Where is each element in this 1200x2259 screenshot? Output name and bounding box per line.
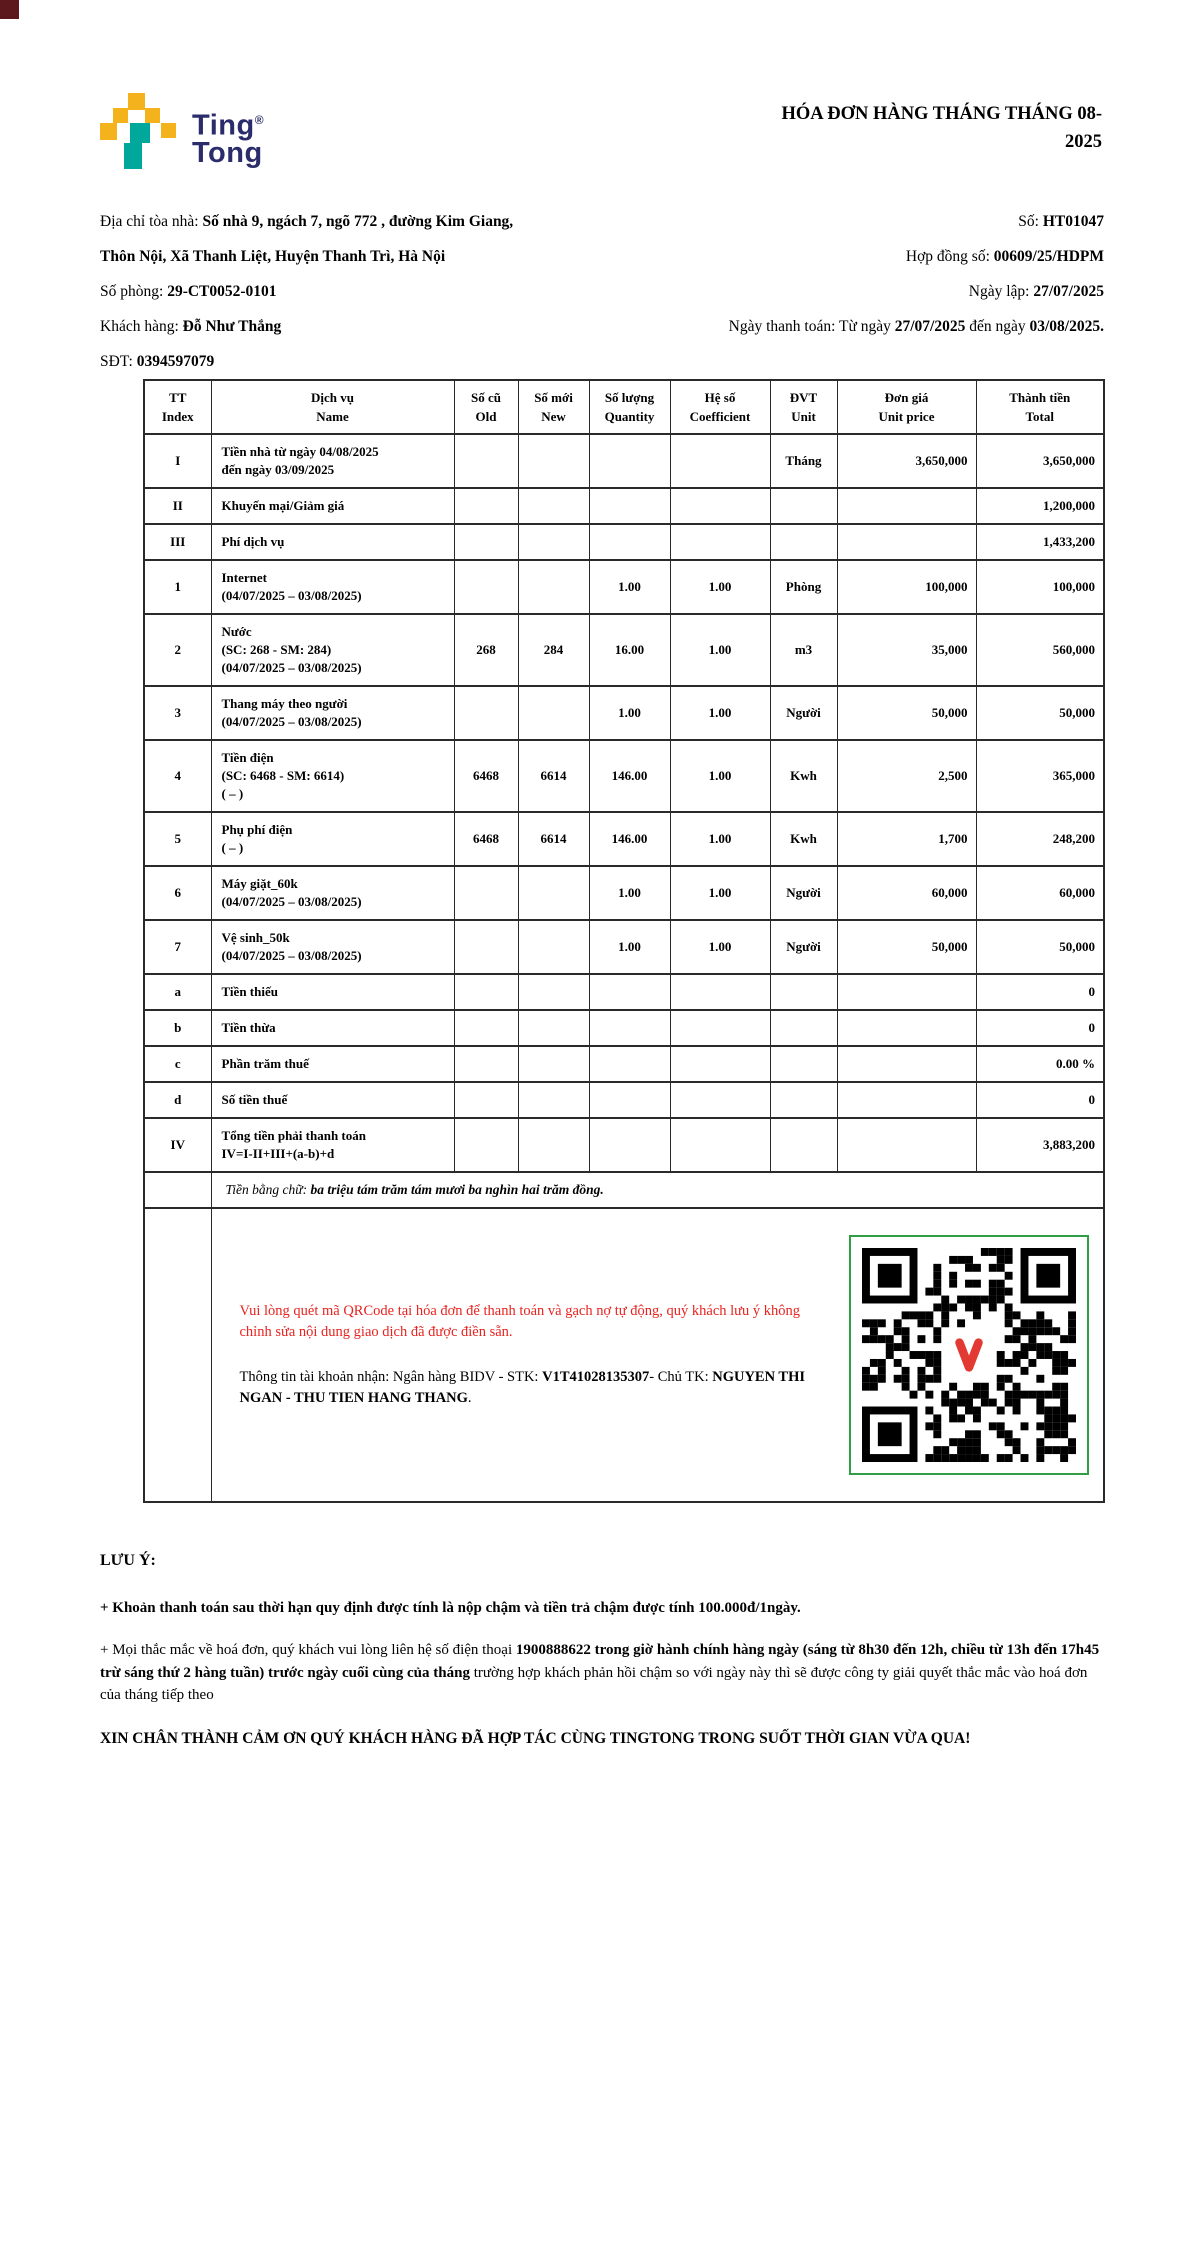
cell-price <box>837 488 976 524</box>
qr-code <box>849 1235 1089 1475</box>
cell-qty <box>589 1010 670 1046</box>
cell-old <box>454 488 518 524</box>
column-header: Số mới New <box>518 380 589 434</box>
cell-unit: Kwh <box>770 812 837 866</box>
registered-mark: ® <box>254 113 265 127</box>
cell-price: 100,000 <box>837 560 976 614</box>
cell-name: Tiền thừa <box>211 1010 454 1046</box>
table-row <box>144 812 1104 866</box>
cell-total: 60,000 <box>976 866 1104 920</box>
cell-new <box>518 488 589 524</box>
info-right <box>906 239 1104 274</box>
table-row <box>144 614 1104 686</box>
cell-tt: IV <box>144 1118 211 1172</box>
note-contact <box>100 1639 1104 1707</box>
cell-unit <box>770 1010 837 1046</box>
cell-old <box>454 974 518 1010</box>
table-row <box>144 974 1104 1010</box>
text-segment: ba triệu tám trăm tám mươi ba nghìn hai trăm đồng. <box>310 1182 604 1197</box>
cell-coef <box>670 434 770 488</box>
table-row <box>144 1118 1104 1172</box>
cell-new <box>518 560 589 614</box>
cell-total: 0 <box>976 1082 1104 1118</box>
cell-unit: Phòng <box>770 560 837 614</box>
cell-price: 50,000 <box>837 920 976 974</box>
column-header: Dịch vụ Name <box>211 380 454 434</box>
cell-price: 35,000 <box>837 614 976 686</box>
cell-old: 6468 <box>454 812 518 866</box>
cell-coef <box>670 1046 770 1082</box>
table-row <box>144 740 1104 812</box>
cell-unit: Người <box>770 866 837 920</box>
column-header: ĐVT Unit <box>770 380 837 434</box>
cell-name: Vệ sinh_50k (04/07/2025 – 03/08/2025) <box>211 920 454 974</box>
cell-coef <box>670 1118 770 1172</box>
invoice-info <box>100 204 1104 379</box>
info-left <box>100 309 281 344</box>
cell-tt: c <box>144 1046 211 1082</box>
cell-old <box>454 1046 518 1082</box>
column-header: Hệ số Coefficient <box>670 380 770 434</box>
cell-coef <box>670 488 770 524</box>
cell-qty: 146.00 <box>589 812 670 866</box>
cell-old: 268 <box>454 614 518 686</box>
cell-unit: m3 <box>770 614 837 686</box>
page-title: HÓA ĐƠN HÀNG THÁNG THÁNG 08- 2025 <box>781 104 1102 152</box>
cell-qty <box>589 1118 670 1172</box>
table-row <box>144 434 1104 488</box>
cell-price <box>837 1118 976 1172</box>
cell-total: 0 <box>976 974 1104 1010</box>
cell-price <box>837 1046 976 1082</box>
cell-tt: d <box>144 1082 211 1118</box>
text-segment: SĐT: <box>100 353 137 370</box>
text-segment: 27/07/2025 <box>1033 283 1104 300</box>
cell-new <box>518 866 589 920</box>
info-left <box>100 344 214 379</box>
table-row <box>144 866 1104 920</box>
info-right <box>729 309 1104 344</box>
cell-new: 6614 <box>518 812 589 866</box>
cell-tt: 2 <box>144 614 211 686</box>
cell-price: 2,500 <box>837 740 976 812</box>
cell-tt: 6 <box>144 866 211 920</box>
cell-price <box>837 1010 976 1046</box>
cell-total: 560,000 <box>976 614 1104 686</box>
cell-unit <box>770 974 837 1010</box>
info-right <box>1018 204 1104 239</box>
column-header: Thành tiền Total <box>976 380 1104 434</box>
cell-name: Nước (SC: 268 - SM: 284) (04/07/2025 – 03/08/2025) <box>211 614 454 686</box>
table-row <box>144 524 1104 560</box>
qr-instruction-red: Vui lòng quét mã QRCode tại hóa đơn để thanh toán và gạch nợ tự động, quý khách lưu ý không chỉnh sửa nội dung giao dịch đã được điền sẵn. <box>239 1303 801 1340</box>
text-segment: + Mọi thắc mắc về hoá đơn, quý khách vui lòng liên hệ số điện thoại <box>100 1642 516 1658</box>
cell-name: Khuyến mại/Giảm giá <box>211 488 454 524</box>
cell-name: Phí dịch vụ <box>211 524 454 560</box>
cell-coef: 1.00 <box>670 560 770 614</box>
table-row <box>144 488 1104 524</box>
info-row <box>100 239 1104 274</box>
cell-total: 365,000 <box>976 740 1104 812</box>
cell-coef <box>670 1082 770 1118</box>
cell-empty <box>144 1172 211 1208</box>
cell-unit <box>770 488 837 524</box>
cell-price: 50,000 <box>837 686 976 740</box>
info-right <box>969 274 1104 309</box>
amount-in-words <box>211 1172 1104 1208</box>
column-header: Số cũ Old <box>454 380 518 434</box>
tingtong-pixel-tree-icon <box>100 93 176 173</box>
text-segment: Hợp đồng số: <box>905 248 994 265</box>
cell-name: Máy giặt_60k (04/07/2025 – 03/08/2025) <box>211 866 454 920</box>
cell-name: Tổng tiền phải thanh toán IV=I-II+III+(a-b)+d <box>211 1118 454 1172</box>
cell-new: 6614 <box>518 740 589 812</box>
cell-total: 248,200 <box>976 812 1104 866</box>
text-segment: + Khoản thanh toán sau thời hạn quy định được tính là nộp chậm và tiền trả chậm được tính 100.000đ/1ngày. <box>100 1599 801 1616</box>
cell-name: Internet (04/07/2025 – 03/08/2025) <box>211 560 454 614</box>
cell-new <box>518 524 589 560</box>
cell-qty: 1.00 <box>589 920 670 974</box>
tingtong-logo <box>100 93 264 173</box>
cell-unit: Tháng <box>770 434 837 488</box>
table-row <box>144 1046 1104 1082</box>
text-segment: Số: <box>1018 213 1043 230</box>
cell-qty: 1.00 <box>589 866 670 920</box>
text-segment: 1900888622 trong giờ hành chính hàng ngày (sáng từ 8h30 đến 12h, chiều từ 13h đến 17h45 trừ sáng thứ 2 hàng tuần) <box>100 1642 1100 1681</box>
table-row <box>144 1010 1104 1046</box>
info-left <box>100 204 513 239</box>
cell-old: 6468 <box>454 740 518 812</box>
table-row <box>144 920 1104 974</box>
cell-old <box>454 1082 518 1118</box>
column-header: TT Index <box>144 380 211 434</box>
cell-tt: 5 <box>144 812 211 866</box>
cell-total: 50,000 <box>976 920 1104 974</box>
info-row <box>100 204 1104 239</box>
text-segment: Khách hàng: <box>100 318 183 335</box>
text-segment: - Chủ TK: <box>649 1369 713 1385</box>
cell-total: 3,883,200 <box>976 1118 1104 1172</box>
cell-name: Số tiền thuế <box>211 1082 454 1118</box>
cell-price <box>837 1082 976 1118</box>
text-segment: trước ngày cuối cùng của tháng <box>268 1664 470 1681</box>
text-segment: trường hợp khách phản hồi chậm so với ngày này thì sẽ được công ty giải quyết thắc mắc vào hoá đơn của tháng tiếp theo <box>100 1664 1088 1703</box>
cell-coef <box>670 1010 770 1046</box>
table-row <box>144 560 1104 614</box>
cell-tt: 1 <box>144 560 211 614</box>
cell-new: 284 <box>518 614 589 686</box>
cell-unit <box>770 1118 837 1172</box>
cell-qty: 146.00 <box>589 740 670 812</box>
cell-old <box>454 686 518 740</box>
text-segment: 27/07/2025 <box>894 318 966 335</box>
text-segment: Ngày lập: <box>968 283 1034 300</box>
cell-price <box>837 524 976 560</box>
cell-price: 3,650,000 <box>837 434 976 488</box>
cell-tt: 4 <box>144 740 211 812</box>
cell-qty <box>589 488 670 524</box>
cell-tt: II <box>144 488 211 524</box>
cell-coef <box>670 524 770 560</box>
cell-old <box>454 1010 518 1046</box>
text-segment: Thôn Nội, Xã Thanh Liệt, Huyện Thanh Trì, Hà Nội <box>100 248 446 265</box>
cell-price <box>837 974 976 1010</box>
cell-tt: I <box>144 434 211 488</box>
cell-total: 100,000 <box>976 560 1104 614</box>
cell-coef: 1.00 <box>670 866 770 920</box>
cell-qty: 1.00 <box>589 686 670 740</box>
info-row <box>100 274 1104 309</box>
cell-coef: 1.00 <box>670 812 770 866</box>
bank-account-info <box>240 1367 830 1409</box>
cell-tt: b <box>144 1010 211 1046</box>
cell-tt: 7 <box>144 920 211 974</box>
text-segment: NGUYEN THI NGAN - THU TIEN HANG THANG <box>239 1369 806 1406</box>
text-segment: 00609/25/HDPM <box>993 248 1104 265</box>
red-v-logo-icon <box>942 1328 996 1382</box>
text-segment: V1T41028135307 <box>542 1369 650 1385</box>
info-left <box>100 274 277 309</box>
cell-name: Thang máy theo người (04/07/2025 – 03/08/2025) <box>211 686 454 740</box>
text-segment: . <box>467 1390 472 1406</box>
cell-coef <box>670 974 770 1010</box>
text-segment: 0394597079 <box>136 353 215 370</box>
notes-section <box>100 1550 1104 1771</box>
text-segment: đến ngày <box>965 318 1030 335</box>
text-segment: 03/08/2025. <box>1029 318 1104 335</box>
cell-coef: 1.00 <box>670 740 770 812</box>
info-left <box>100 239 445 274</box>
cell-coef: 1.00 <box>670 686 770 740</box>
table-row <box>144 686 1104 740</box>
cell-old <box>454 1118 518 1172</box>
notes-heading: LƯU Ý: <box>100 1552 156 1569</box>
text-segment: Tiền bằng chữ: <box>225 1182 311 1197</box>
cell-new <box>518 434 589 488</box>
qr-row <box>144 1208 1104 1502</box>
closing-thanks: XIN CHÂN THÀNH CẢM ƠN QUÝ KHÁCH HÀNG ĐÃ HỢP TÁC CÙNG TINGTONG TRONG SUỐT THỜI GIAN VỪA QUA! <box>100 1729 971 1747</box>
text-segment: 29-CT0052-0101 <box>167 283 277 300</box>
cell-name: Phụ phí điện ( – ) <box>211 812 454 866</box>
cell-new <box>518 1118 589 1172</box>
cell-tt: 3 <box>144 686 211 740</box>
amount-in-words-row <box>144 1172 1104 1208</box>
cell-new <box>518 974 589 1010</box>
text-segment: Số nhà 9, ngách 7, ngõ 772 , đường Kim Giang, <box>202 213 514 230</box>
cell-new <box>518 1082 589 1118</box>
text-segment: Số phòng: <box>100 283 168 300</box>
cell-unit <box>770 1082 837 1118</box>
cell-price: 1,700 <box>837 812 976 866</box>
cell-tt: a <box>144 974 211 1010</box>
info-row <box>100 344 1104 379</box>
cell-unit: Kwh <box>770 740 837 812</box>
cell-qty: 16.00 <box>589 614 670 686</box>
text-segment: Ngày thanh toán: Từ ngày <box>728 318 895 335</box>
text-segment: HT01047 <box>1042 213 1104 230</box>
table-row <box>144 1082 1104 1118</box>
column-header: Số lượng Quantity <box>589 380 670 434</box>
cell-new <box>518 1046 589 1082</box>
qr-payment-cell <box>211 1208 1104 1502</box>
cell-old <box>454 920 518 974</box>
cell-name: Tiền điện (SC: 6468 - SM: 6614) ( – ) <box>211 740 454 812</box>
cell-unit: Người <box>770 920 837 974</box>
cell-qty <box>589 974 670 1010</box>
cell-total: 0.00 % <box>976 1046 1104 1082</box>
cell-old <box>454 560 518 614</box>
cell-total: 1,433,200 <box>976 524 1104 560</box>
brand-line1: Ting <box>192 109 255 142</box>
cell-name: Tiền nhà từ ngày 04/08/2025 đến ngày 03/09/2025 <box>211 434 454 488</box>
cell-total: 3,650,000 <box>976 434 1104 488</box>
cell-coef: 1.00 <box>670 920 770 974</box>
cell-qty: 1.00 <box>589 560 670 614</box>
column-header: Đơn giá Unit price <box>837 380 976 434</box>
cell-unit: Người <box>770 686 837 740</box>
cell-unit <box>770 524 837 560</box>
cell-empty <box>144 1208 211 1502</box>
cell-new <box>518 686 589 740</box>
cell-qty <box>589 1082 670 1118</box>
cell-coef: 1.00 <box>670 614 770 686</box>
cell-qty <box>589 434 670 488</box>
cell-new <box>518 920 589 974</box>
cell-unit <box>770 1046 837 1082</box>
info-row <box>100 309 1104 344</box>
cell-name: Phần trăm thuế <box>211 1046 454 1082</box>
cell-old <box>454 434 518 488</box>
cell-old <box>454 866 518 920</box>
invoice-table <box>143 379 1105 1503</box>
text-segment: Địa chỉ tòa nhà: <box>100 213 203 230</box>
cell-name: Tiền thiếu <box>211 974 454 1010</box>
cell-price: 60,000 <box>837 866 976 920</box>
cell-old <box>454 524 518 560</box>
text-segment: Thông tin tài khoản nhận: Ngân hàng BIDV - STK: <box>239 1369 543 1385</box>
cell-total: 50,000 <box>976 686 1104 740</box>
cell-tt: III <box>144 524 211 560</box>
cell-new <box>518 1010 589 1046</box>
cell-qty <box>589 1046 670 1082</box>
cell-total: 0 <box>976 1010 1104 1046</box>
corner-marker <box>0 0 19 19</box>
brand-line2: Tong <box>192 136 263 169</box>
cell-total: 1,200,000 <box>976 488 1104 524</box>
brand-wordmark <box>192 107 264 167</box>
cell-qty <box>589 524 670 560</box>
note-late-payment <box>100 1597 1104 1620</box>
text-segment: Đỗ Như Thắng <box>182 318 282 335</box>
invoice-header <box>100 93 1102 173</box>
